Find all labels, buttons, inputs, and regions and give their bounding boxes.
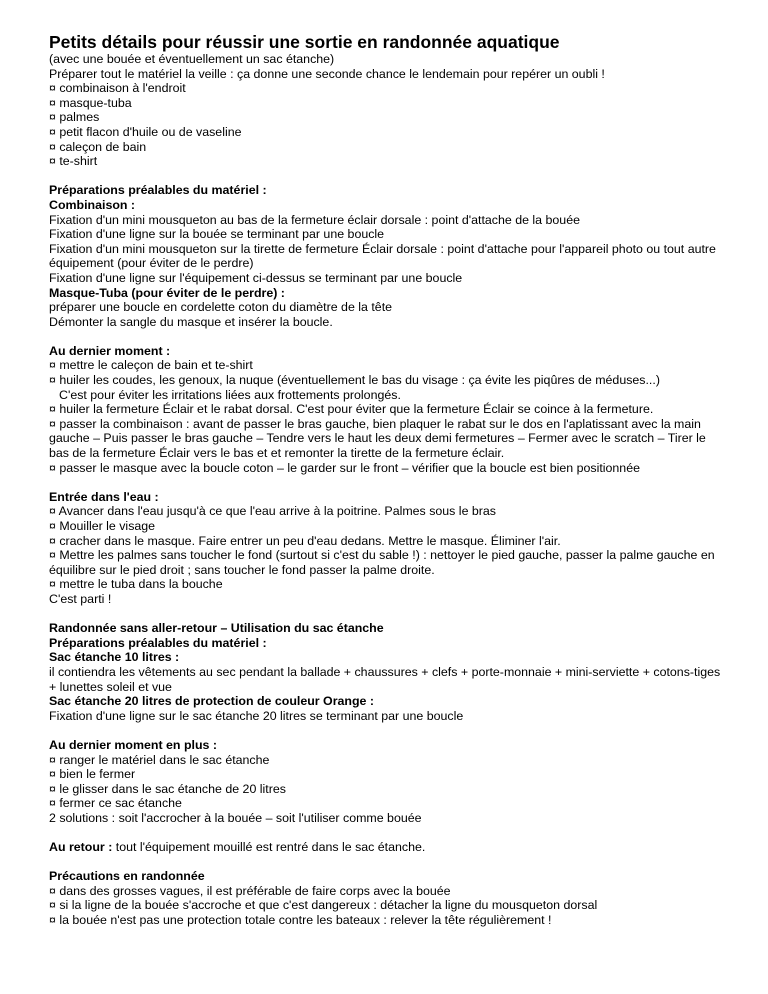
spacer	[49, 475, 728, 490]
return-text: tout l'équipement mouillé est rentré dans le sac étanche.	[112, 840, 426, 855]
intro-item: ¤ petit flacon d'huile ou de vaseline	[49, 124, 242, 139]
oneway-prep-heading: Préparations préalables du matériel :	[49, 635, 267, 650]
last-plus-heading: Au dernier moment en plus :	[49, 737, 217, 752]
page-title: Petits détails pour réussir une sortie en randonnée aquatique	[49, 32, 560, 52]
combinaison-line: Fixation d'une ligne sur l'équipement ci-dessus se terminant par une boucle	[49, 270, 463, 285]
last-moment-item: ¤ huiler les coudes, les genoux, la nuque (éventuellement le bas du visage : ça évite les piqûres de méduses...)	[49, 373, 660, 388]
last-moment-item: ¤ mettre le caleçon de bain et te-shirt	[49, 358, 253, 373]
entry-item: ¤ mettre le tuba dans la bouche	[49, 577, 223, 592]
precaution-item: ¤ si la ligne de la bouée s'accroche et que c'est dangereux : détacher la ligne du mousqueton dorsal	[49, 898, 598, 913]
sac10-text: il contiendra les vêtements au sec pendant la ballade + chaussures + clefs + porte-monnaie + mini-serviette + cotons-tiges + lunettes soleil et vue	[49, 664, 721, 694]
intro-lead: Préparer tout le matériel la veille : ça donne une seconde chance le lendemain pour repérer un oubli !	[49, 66, 605, 81]
spacer	[49, 607, 728, 622]
spacer	[49, 169, 728, 184]
last-plus-item: ¤ ranger le matériel dans le sac étanche	[49, 752, 270, 767]
sac20-heading: Sac étanche 20 litres de protection de couleur Orange :	[49, 694, 375, 709]
last-moment-item: ¤ huiler la fermeture Éclair et le rabat dorsal. C'est pour éviter que la fermeture Éclair se coince à la fermeture.	[49, 402, 654, 417]
intro-item: ¤ masque-tuba	[49, 95, 132, 110]
last-plus-item: ¤ le glisser dans le sac étanche de 20 litres	[49, 781, 286, 796]
precaution-item: ¤ dans des grosses vagues, il est préférable de faire corps avec la bouée	[49, 883, 451, 898]
spacer	[49, 723, 728, 738]
entry-heading: Entrée dans l'eau :	[49, 489, 159, 504]
last-moment-item: ¤ passer le masque avec la boucle coton – le garder sur le front – vérifier que la boucle est bien positionnée	[49, 460, 640, 475]
masque-line: préparer une boucle en cordelette coton du diamètre de la tête	[49, 300, 393, 315]
prep-heading: Préparations préalables du matériel :	[49, 183, 267, 198]
return-label: Au retour :	[49, 840, 113, 855]
last-moment-item: ¤ passer la combinaison : avant de passer le bras gauche, bien plaquer le rabat sur le dos en l'aplatissant avec la main gauche – Puis passer le bras gauche – Tendre vers le haut les deux demi fermetures – Fermer avec le scratch – Tirer le bas de la fermeture Éclair vers le bas et et remonter la tirette de la fermeture éclair.	[49, 416, 706, 461]
intro-item: ¤ caleçon de bain	[49, 139, 147, 154]
combinaison-line: Fixation d'un mini mousqueton sur la tirette de fermeture Éclair dorsale : point d'attache pour l'appareil photo ou tout autre équipement (pour éviter de le perdre)	[49, 241, 716, 271]
oneway-heading: Randonnée sans aller-retour – Utilisation du sac étanche	[49, 621, 384, 636]
sac10-heading: Sac étanche 10 litres :	[49, 650, 180, 665]
last-plus-item: ¤ bien le fermer	[49, 767, 136, 782]
entry-item: ¤ Mouiller le visage	[49, 519, 156, 533]
last-plus-item: ¤ fermer ce sac étanche	[49, 796, 182, 811]
page-subtitle: (avec une bouée et éventuellement un sac étanche)	[49, 52, 335, 66]
return-paragraph	[49, 840, 728, 855]
intro-item: ¤ palmes	[49, 110, 100, 125]
intro-item: ¤ te-shirt	[49, 154, 98, 169]
masque-heading: Masque-Tuba (pour éviter de le perdre) :	[49, 285, 285, 300]
precautions-heading: Précautions en randonnée	[49, 869, 205, 884]
combinaison-line: Fixation d'une ligne sur la bouée se terminant par une boucle	[49, 227, 385, 242]
last-moment-item: C'est pour éviter les irritations liées aux frottements prolongés.	[59, 387, 401, 402]
precaution-item: ¤ la bouée n'est pas une protection totale contre les bateaux : relever la tête régulièrement !	[49, 913, 552, 928]
spacer	[49, 329, 728, 344]
entry-item: ¤ Avancer dans l'eau jusqu'à ce que l'eau arrive à la poitrine. Palmes sous le bras	[49, 504, 497, 519]
combinaison-heading: Combinaison :	[49, 197, 136, 212]
spacer	[49, 825, 728, 840]
last-plus-item: 2 solutions : soit l'accrocher à la bouée – soit l'utiliser comme bouée	[49, 810, 422, 825]
entry-item: ¤ cracher dans le masque. Faire entrer un peu d'eau dedans. Mettre le masque. Éliminer l'air.	[49, 533, 561, 548]
entry-item: C'est parti !	[49, 591, 112, 606]
combinaison-line: Fixation d'un mini mousqueton au bas de la fermeture éclair dorsale : point d'attache de la bouée	[49, 212, 580, 227]
masque-line: Démonter la sangle du masque et insérer la boucle.	[49, 314, 333, 329]
spacer	[49, 855, 728, 870]
last-moment-heading: Au dernier moment :	[49, 343, 171, 358]
sac20-text: Fixation d'une ligne sur le sac étanche 20 litres se terminant par une boucle	[49, 708, 464, 723]
entry-item: ¤ Mettre les palmes sans toucher le fond (surtout si c'est du sable !) : nettoyer le pied gauche, passer la palme gauche en équilibre sur le pied droit ; sans toucher le fond passer la palme droite.	[49, 548, 715, 577]
intro-item: ¤ combinaison à l'endroit	[49, 81, 186, 96]
